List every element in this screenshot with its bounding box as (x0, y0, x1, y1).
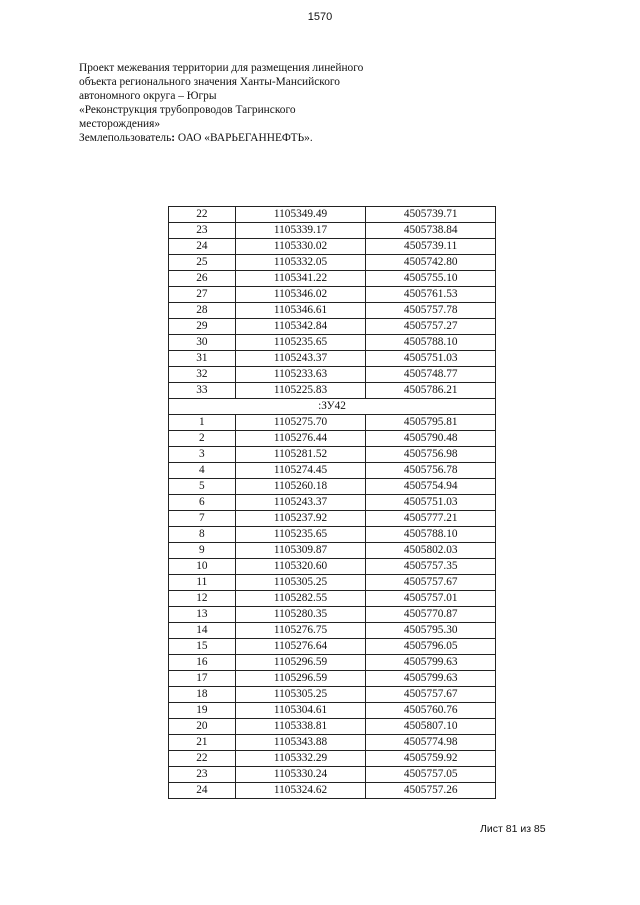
x-coordinate-cell: 1105275.70 (235, 415, 366, 431)
table-row (169, 431, 496, 447)
table-row (169, 687, 496, 703)
x-coordinate-cell: 1105276.44 (235, 431, 366, 447)
point-number-cell: 24 (169, 239, 236, 255)
x-coordinate-cell: 1105324.62 (235, 783, 366, 799)
point-number-cell: 32 (169, 367, 236, 383)
x-coordinate-cell: 1105282.55 (235, 591, 366, 607)
x-coordinate-cell: 1105235.65 (235, 335, 366, 351)
table-row (169, 751, 496, 767)
point-number-cell: 30 (169, 335, 236, 351)
table-row (169, 511, 496, 527)
y-coordinate-cell: 4505751.03 (366, 351, 496, 367)
table-row (169, 495, 496, 511)
table-row (169, 575, 496, 591)
land-user-value: ОАО «ВАРЬЕГАННЕФТЬ». (175, 132, 313, 144)
point-number-cell: 10 (169, 559, 236, 575)
point-number-cell: 1 (169, 415, 236, 431)
x-coordinate-cell: 1105260.18 (235, 479, 366, 495)
x-coordinate-cell: 1105237.92 (235, 511, 366, 527)
point-number-cell: 4 (169, 463, 236, 479)
x-coordinate-cell: 1105346.02 (235, 287, 366, 303)
land-user-label: Землепользователь (79, 132, 172, 144)
x-coordinate-cell: 1105320.60 (235, 559, 366, 575)
table-row (169, 303, 496, 319)
point-number-cell: 25 (169, 255, 236, 271)
land-user-line (79, 131, 419, 145)
x-coordinate-cell: 1105332.29 (235, 751, 366, 767)
point-number-cell: 2 (169, 431, 236, 447)
y-coordinate-cell: 4505751.03 (366, 495, 496, 511)
x-coordinate-cell: 1105341.22 (235, 271, 366, 287)
y-coordinate-cell: 4505754.94 (366, 479, 496, 495)
point-number-cell: 16 (169, 655, 236, 671)
table-row (169, 255, 496, 271)
x-coordinate-cell: 1105330.24 (235, 767, 366, 783)
x-coordinate-cell: 1105296.59 (235, 671, 366, 687)
y-coordinate-cell: 4505757.26 (366, 783, 496, 799)
y-coordinate-cell: 4505777.21 (366, 511, 496, 527)
x-coordinate-cell: 1105309.87 (235, 543, 366, 559)
point-number-cell: 22 (169, 207, 236, 223)
y-coordinate-cell: 4505756.78 (366, 463, 496, 479)
x-coordinate-cell: 1105339.17 (235, 223, 366, 239)
x-coordinate-cell: 1105332.05 (235, 255, 366, 271)
y-coordinate-cell: 4505742.80 (366, 255, 496, 271)
page-number: 1570 (307, 11, 333, 23)
table-row (169, 735, 496, 751)
point-number-cell: 29 (169, 319, 236, 335)
table-row (169, 207, 496, 223)
x-coordinate-cell: 1105305.25 (235, 575, 366, 591)
point-number-cell: 27 (169, 287, 236, 303)
table-row (169, 463, 496, 479)
y-coordinate-cell: 4505795.81 (366, 415, 496, 431)
x-coordinate-cell: 1105274.45 (235, 463, 366, 479)
table-row (169, 623, 496, 639)
y-coordinate-cell: 4505757.27 (366, 319, 496, 335)
y-coordinate-cell: 4505759.92 (366, 751, 496, 767)
point-number-cell: 5 (169, 479, 236, 495)
table-row (169, 671, 496, 687)
point-number-cell: 7 (169, 511, 236, 527)
point-number-cell: 33 (169, 383, 236, 399)
x-coordinate-cell: 1105243.37 (235, 351, 366, 367)
y-coordinate-cell: 4505799.63 (366, 671, 496, 687)
coordinates-table (168, 206, 496, 799)
y-coordinate-cell: 4505739.11 (366, 239, 496, 255)
land-user-separator: : (171, 132, 176, 144)
section-label: :ЗУ42 (169, 399, 496, 415)
point-number-cell: 11 (169, 575, 236, 591)
table-row (169, 591, 496, 607)
y-coordinate-cell: 4505790.48 (366, 431, 496, 447)
y-coordinate-cell: 4505802.03 (366, 543, 496, 559)
point-number-cell: 18 (169, 687, 236, 703)
table-row (169, 415, 496, 431)
y-coordinate-cell: 4505757.05 (366, 767, 496, 783)
point-number-cell: 31 (169, 351, 236, 367)
header-line: Проект межевания территории для размещения линейного (79, 62, 364, 74)
point-number-cell: 8 (169, 527, 236, 543)
header-line: автономного округа – Югры (79, 90, 217, 102)
table-row (169, 703, 496, 719)
y-coordinate-cell: 4505757.35 (366, 559, 496, 575)
table-row (169, 351, 496, 367)
y-coordinate-cell: 4505774.98 (366, 735, 496, 751)
header-line: «Реконструкция трубопроводов Тагринского (79, 104, 296, 116)
x-coordinate-cell: 1105235.65 (235, 527, 366, 543)
x-coordinate-cell: 1105280.35 (235, 607, 366, 623)
coordinates-table-body (169, 207, 496, 799)
x-coordinate-cell: 1105304.61 (235, 703, 366, 719)
table-row (169, 719, 496, 735)
y-coordinate-cell: 4505748.77 (366, 367, 496, 383)
table-row (169, 543, 496, 559)
table-row (169, 783, 496, 799)
table-row (169, 383, 496, 399)
y-coordinate-cell: 4505755.10 (366, 271, 496, 287)
y-coordinate-cell: 4505757.78 (366, 303, 496, 319)
x-coordinate-cell: 1105276.75 (235, 623, 366, 639)
table-row (169, 367, 496, 383)
x-coordinate-cell: 1105342.84 (235, 319, 366, 335)
x-coordinate-cell: 1105296.59 (235, 655, 366, 671)
table-row (169, 639, 496, 655)
table-row (169, 287, 496, 303)
y-coordinate-cell: 4505786.21 (366, 383, 496, 399)
point-number-cell: 23 (169, 223, 236, 239)
y-coordinate-cell: 4505795.30 (366, 623, 496, 639)
header-line: объекта регионального значения Ханты-Мансийского (79, 76, 340, 88)
x-coordinate-cell: 1105349.49 (235, 207, 366, 223)
x-coordinate-cell: 1105281.52 (235, 447, 366, 463)
point-number-cell: 13 (169, 607, 236, 623)
point-number-cell: 20 (169, 719, 236, 735)
y-coordinate-cell: 4505757.67 (366, 687, 496, 703)
table-row (169, 319, 496, 335)
x-coordinate-cell: 1105276.64 (235, 639, 366, 655)
y-coordinate-cell: 4505760.76 (366, 703, 496, 719)
table-row (169, 655, 496, 671)
y-coordinate-cell: 4505756.98 (366, 447, 496, 463)
table-row (169, 223, 496, 239)
x-coordinate-cell: 1105330.02 (235, 239, 366, 255)
x-coordinate-cell: 1105346.61 (235, 303, 366, 319)
y-coordinate-cell: 4505807.10 (366, 719, 496, 735)
table-row (169, 271, 496, 287)
y-coordinate-cell: 4505761.53 (366, 287, 496, 303)
header-line: месторождения» (79, 118, 161, 130)
y-coordinate-cell: 4505796.05 (366, 639, 496, 655)
point-number-cell: 23 (169, 767, 236, 783)
y-coordinate-cell: 4505738.84 (366, 223, 496, 239)
point-number-cell: 22 (169, 751, 236, 767)
point-number-cell: 28 (169, 303, 236, 319)
point-number-cell: 12 (169, 591, 236, 607)
sheet-counter: Лист 81 из 85 (480, 823, 546, 835)
section-row (169, 399, 496, 415)
x-coordinate-cell: 1105338.81 (235, 719, 366, 735)
y-coordinate-cell: 4505788.10 (366, 335, 496, 351)
point-number-cell: 24 (169, 783, 236, 799)
y-coordinate-cell: 4505757.01 (366, 591, 496, 607)
point-number-cell: 14 (169, 623, 236, 639)
table-row (169, 447, 496, 463)
table-row (169, 239, 496, 255)
document-header (79, 61, 419, 145)
x-coordinate-cell: 1105233.63 (235, 367, 366, 383)
x-coordinate-cell: 1105305.25 (235, 687, 366, 703)
table-row (169, 767, 496, 783)
y-coordinate-cell: 4505739.71 (366, 207, 496, 223)
y-coordinate-cell: 4505788.10 (366, 527, 496, 543)
point-number-cell: 6 (169, 495, 236, 511)
y-coordinate-cell: 4505799.63 (366, 655, 496, 671)
point-number-cell: 15 (169, 639, 236, 655)
point-number-cell: 26 (169, 271, 236, 287)
point-number-cell: 17 (169, 671, 236, 687)
y-coordinate-cell: 4505757.67 (366, 575, 496, 591)
table-row (169, 527, 496, 543)
point-number-cell: 21 (169, 735, 236, 751)
x-coordinate-cell: 1105343.88 (235, 735, 366, 751)
x-coordinate-cell: 1105243.37 (235, 495, 366, 511)
table-row (169, 335, 496, 351)
table-row (169, 479, 496, 495)
y-coordinate-cell: 4505770.87 (366, 607, 496, 623)
point-number-cell: 19 (169, 703, 236, 719)
point-number-cell: 3 (169, 447, 236, 463)
x-coordinate-cell: 1105225.83 (235, 383, 366, 399)
table-row (169, 607, 496, 623)
point-number-cell: 9 (169, 543, 236, 559)
table-row (169, 559, 496, 575)
